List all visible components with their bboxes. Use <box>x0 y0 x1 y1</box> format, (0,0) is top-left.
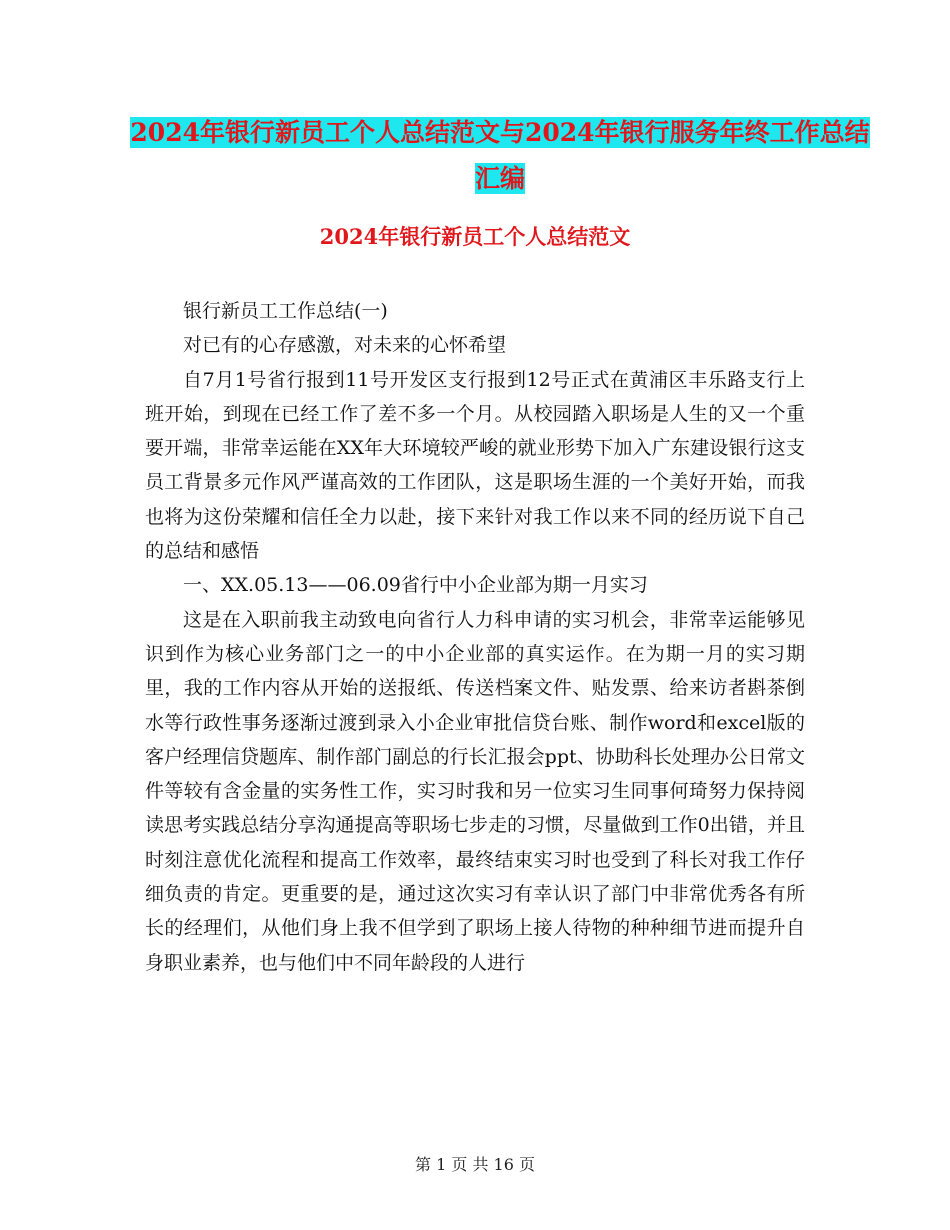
paragraph: 自7月1号省行报到11号开发区支行报到12号正式在黄浦区丰乐路支行上班开始，到现在已经工作了差不多一个月。从校园踏入职场是人生的又一个重要开端，非常幸运能在XX年大环境较严峻的就业形势下加入广东建设银行这支员工背景多元作风严谨高效的工作团队，这是职场生涯的一个美好开始，而我也将为这份荣耀和信任全力以赴，接下来针对我工作以来不同的经历说下自己的总结和感悟 <box>145 368 805 563</box>
document-title: 2024年银行新员工个人总结范文与2024年银行服务年终工作总结汇编 <box>130 118 870 193</box>
paragraph: 对已有的心存感激，对未来的心怀希望 <box>183 334 507 357</box>
paragraph: 这是在入职前我主动致电向省行人力科申请的实习机会，非常幸运能够见识到作为核心业务部门之一的中小企业部的真实运作。在为期一月的实习期里，我的工作内容从开始的送报纸、传送档案文件、贴发票、给来访者斟茶倒水等行政性事务逐渐过渡到录入小企业审批信贷台账、制作word和excel版的客户经理信贷题库、制作部门副总的行长汇报会ppt、协助科长处理办公日常文件等较有含金量的实务性工作，实习时我和另一位实习生同事何琦努力保持阅读思考实践总结分享沟通提高等职场七步走的习惯，尽量做到工作0出错，并且时刻注意优化流程和提高工作效率，最终结束实习时也受到了科长对我工作仔细负责的肯定。更重要的是，通过这次实习有幸认识了部门中非常优秀各有所长的经理们，从他们身上我不但学到了职场上接人待物的种种细节进而提升自身职业素养，也与他们中不同年龄段的人进行 <box>145 608 805 974</box>
paragraph: 一、XX.05.13——06.09省行中小企业部为期一月实习 <box>183 574 648 597</box>
paragraph: 银行新员工工作总结(一) <box>183 300 388 322</box>
document-body <box>145 294 805 980</box>
section-title: 2024年银行新员工个人总结范文 <box>319 224 631 249</box>
page-footer: 第 1 页 共 16 页 <box>415 1155 535 1174</box>
